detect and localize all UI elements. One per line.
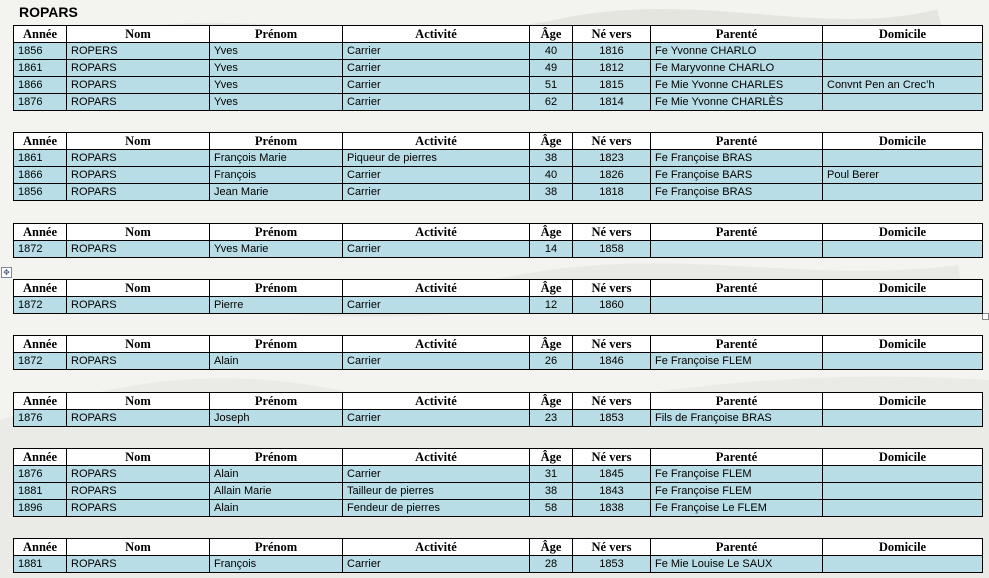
column-header-age: Âge — [530, 133, 573, 150]
cell-kinship: Fe Françoise BRAS — [651, 150, 823, 167]
cell-residence — [823, 150, 983, 167]
cell-residence — [823, 410, 983, 427]
cell-firstname: Yves — [210, 77, 343, 94]
column-header-born: Né vers — [573, 224, 651, 241]
cell-activity: Carrier — [343, 184, 530, 201]
cell-firstname: Yves — [210, 43, 343, 60]
cell-residence — [823, 43, 983, 60]
cell-surname: ROPARS — [67, 410, 210, 427]
cell-kinship: Fe Françoise FLEM — [651, 466, 823, 483]
cell-residence — [823, 556, 983, 573]
column-header-firstname: Prénom — [210, 336, 343, 353]
column-header-year: Année — [14, 280, 67, 297]
move-handle-icon[interactable]: ✥ — [1, 267, 12, 278]
census-table — [13, 132, 983, 201]
cell-born: 1826 — [573, 167, 651, 184]
column-header-born: Né vers — [573, 280, 651, 297]
cell-year: 1856 — [14, 43, 67, 60]
column-header-kinship: Parenté — [651, 280, 823, 297]
census-table — [13, 25, 983, 111]
cell-firstname: Joseph — [210, 410, 343, 427]
cell-surname: ROPARS — [67, 500, 210, 517]
cell-activity: Carrier — [343, 60, 530, 77]
column-header-kinship: Parenté — [651, 539, 823, 556]
cell-surname: ROPARS — [67, 297, 210, 314]
cell-residence — [823, 353, 983, 370]
cell-age: 49 — [530, 60, 573, 77]
cell-year: 1876 — [14, 466, 67, 483]
cell-surname: ROPARS — [67, 184, 210, 201]
column-header-firstname: Prénom — [210, 393, 343, 410]
column-header-kinship: Parenté — [651, 393, 823, 410]
cell-year: 1881 — [14, 483, 67, 500]
cell-residence — [823, 60, 983, 77]
cell-born: 1853 — [573, 556, 651, 573]
table-row — [14, 466, 983, 483]
cell-kinship: Fe Françoise FLEM — [651, 483, 823, 500]
cell-born: 1818 — [573, 184, 651, 201]
column-header-age: Âge — [530, 393, 573, 410]
cell-age: 23 — [530, 410, 573, 427]
column-header-surname: Nom — [67, 336, 210, 353]
cell-activity: Carrier — [343, 241, 530, 258]
census-table — [13, 392, 983, 427]
cell-born: 1858 — [573, 241, 651, 258]
column-header-age: Âge — [530, 449, 573, 466]
cell-kinship — [651, 297, 823, 314]
cell-year: 1856 — [14, 184, 67, 201]
cell-age: 38 — [530, 483, 573, 500]
page-title: ROPARS — [19, 4, 78, 20]
column-header-activity: Activité — [343, 336, 530, 353]
table-row — [14, 184, 983, 201]
column-header-firstname: Prénom — [210, 133, 343, 150]
column-header-year: Année — [14, 393, 67, 410]
column-header-year: Année — [14, 539, 67, 556]
column-header-residence: Domicile — [823, 539, 983, 556]
cell-surname: ROPARS — [67, 556, 210, 573]
cell-residence — [823, 297, 983, 314]
table-row — [14, 60, 983, 77]
cell-activity: Carrier — [343, 43, 530, 60]
cell-year: 1861 — [14, 150, 67, 167]
cell-surname: ROPARS — [67, 483, 210, 500]
cell-firstname: Yves — [210, 60, 343, 77]
cell-year: 1876 — [14, 410, 67, 427]
cell-kinship — [651, 241, 823, 258]
cell-born: 1816 — [573, 43, 651, 60]
table-row — [14, 77, 983, 94]
table-header-row — [14, 26, 983, 43]
cell-surname: ROPARS — [67, 167, 210, 184]
column-header-age: Âge — [530, 539, 573, 556]
cell-age: 28 — [530, 556, 573, 573]
column-header-age: Âge — [530, 280, 573, 297]
cell-age: 40 — [530, 43, 573, 60]
cell-activity: Carrier — [343, 556, 530, 573]
resize-handle-icon[interactable] — [982, 313, 989, 320]
cell-age: 58 — [530, 500, 573, 517]
cell-born: 1815 — [573, 77, 651, 94]
table-row — [14, 500, 983, 517]
table-row — [14, 241, 983, 258]
cell-age: 12 — [530, 297, 573, 314]
column-header-kinship: Parenté — [651, 449, 823, 466]
census-table — [13, 279, 983, 314]
cell-born: 1846 — [573, 353, 651, 370]
cell-born: 1843 — [573, 483, 651, 500]
cell-activity: Carrier — [343, 77, 530, 94]
cell-firstname: Yves Marie — [210, 241, 343, 258]
cell-activity: Piqueur de pierres — [343, 150, 530, 167]
cell-kinship: Fils de Françoise BRAS — [651, 410, 823, 427]
cell-firstname: François Marie — [210, 150, 343, 167]
cell-residence: Convnt Pen an Crec’h — [823, 77, 983, 94]
cell-born: 1853 — [573, 410, 651, 427]
column-header-year: Année — [14, 336, 67, 353]
cell-year: 1872 — [14, 353, 67, 370]
column-header-age: Âge — [530, 26, 573, 43]
table-header-row — [14, 539, 983, 556]
column-header-kinship: Parenté — [651, 224, 823, 241]
cell-year: 1881 — [14, 556, 67, 573]
cell-firstname: Alain — [210, 466, 343, 483]
column-header-kinship: Parenté — [651, 336, 823, 353]
column-header-firstname: Prénom — [210, 539, 343, 556]
column-header-residence: Domicile — [823, 133, 983, 150]
table-row — [14, 556, 983, 573]
table-header-row — [14, 133, 983, 150]
cell-activity: Carrier — [343, 353, 530, 370]
column-header-activity: Activité — [343, 224, 530, 241]
column-header-year: Année — [14, 26, 67, 43]
census-table — [13, 538, 983, 573]
table-row — [14, 483, 983, 500]
table-header-row — [14, 393, 983, 410]
table-header-row — [14, 449, 983, 466]
cell-born: 1845 — [573, 466, 651, 483]
table-row — [14, 353, 983, 370]
cell-kinship: Fe Maryvonne CHARLO — [651, 60, 823, 77]
cell-activity: Carrier — [343, 167, 530, 184]
cell-residence — [823, 94, 983, 111]
cell-firstname: Jean Marie — [210, 184, 343, 201]
column-header-firstname: Prénom — [210, 26, 343, 43]
cell-surname: ROPARS — [67, 94, 210, 111]
cell-firstname: François — [210, 556, 343, 573]
column-header-born: Né vers — [573, 539, 651, 556]
column-header-activity: Activité — [343, 539, 530, 556]
table-row — [14, 43, 983, 60]
column-header-born: Né vers — [573, 393, 651, 410]
column-header-activity: Activité — [343, 449, 530, 466]
cell-kinship: Fe Mie Yvonne CHARLÈS — [651, 94, 823, 111]
cell-firstname: Alain — [210, 353, 343, 370]
cell-firstname: François — [210, 167, 343, 184]
column-header-year: Année — [14, 133, 67, 150]
column-header-surname: Nom — [67, 539, 210, 556]
cell-age: 38 — [530, 150, 573, 167]
table-row — [14, 297, 983, 314]
cell-year: 1876 — [14, 94, 67, 111]
cell-surname: ROPERS — [67, 43, 210, 60]
cell-year: 1872 — [14, 241, 67, 258]
cell-kinship: Fe Yvonne CHARLO — [651, 43, 823, 60]
cell-activity: Carrier — [343, 94, 530, 111]
cell-year: 1896 — [14, 500, 67, 517]
column-header-firstname: Prénom — [210, 449, 343, 466]
column-header-surname: Nom — [67, 224, 210, 241]
column-header-surname: Nom — [67, 133, 210, 150]
cell-residence — [823, 466, 983, 483]
column-header-firstname: Prénom — [210, 280, 343, 297]
column-header-activity: Activité — [343, 26, 530, 43]
cell-residence — [823, 241, 983, 258]
column-header-age: Âge — [530, 224, 573, 241]
column-header-activity: Activité — [343, 280, 530, 297]
column-header-year: Année — [14, 224, 67, 241]
cell-kinship: Fe Françoise Le FLEM — [651, 500, 823, 517]
table-header-row — [14, 224, 983, 241]
cell-surname: ROPARS — [67, 353, 210, 370]
cell-firstname: Yves — [210, 94, 343, 111]
cell-firstname: Alain — [210, 500, 343, 517]
census-table — [13, 223, 983, 258]
cell-surname: ROPARS — [67, 241, 210, 258]
column-header-firstname: Prénom — [210, 224, 343, 241]
census-table — [13, 448, 983, 517]
cell-residence — [823, 500, 983, 517]
cell-age: 31 — [530, 466, 573, 483]
cell-year: 1872 — [14, 297, 67, 314]
cell-kinship: Fe Mie Yvonne CHARLES — [651, 77, 823, 94]
cell-age: 38 — [530, 184, 573, 201]
cell-year: 1866 — [14, 167, 67, 184]
column-header-residence: Domicile — [823, 26, 983, 43]
cell-kinship: Fe Françoise FLEM — [651, 353, 823, 370]
column-header-age: Âge — [530, 336, 573, 353]
table-header-row — [14, 280, 983, 297]
column-header-residence: Domicile — [823, 224, 983, 241]
cell-surname: ROPARS — [67, 466, 210, 483]
cell-residence — [823, 483, 983, 500]
cell-activity: Tailleur de pierres — [343, 483, 530, 500]
column-header-surname: Nom — [67, 449, 210, 466]
cell-activity: Carrier — [343, 410, 530, 427]
cell-born: 1812 — [573, 60, 651, 77]
cell-surname: ROPARS — [67, 77, 210, 94]
column-header-born: Né vers — [573, 26, 651, 43]
column-header-residence: Domicile — [823, 280, 983, 297]
column-header-residence: Domicile — [823, 393, 983, 410]
table-row — [14, 150, 983, 167]
column-header-surname: Nom — [67, 393, 210, 410]
cell-age: 51 — [530, 77, 573, 94]
column-header-residence: Domicile — [823, 449, 983, 466]
cell-activity: Carrier — [343, 297, 530, 314]
census-table — [13, 335, 983, 370]
cell-born: 1814 — [573, 94, 651, 111]
table-header-row — [14, 336, 983, 353]
cell-firstname: Pierre — [210, 297, 343, 314]
column-header-kinship: Parenté — [651, 26, 823, 43]
table-row — [14, 94, 983, 111]
column-header-year: Année — [14, 449, 67, 466]
column-header-activity: Activité — [343, 133, 530, 150]
cell-age: 14 — [530, 241, 573, 258]
cell-age: 62 — [530, 94, 573, 111]
cell-surname: ROPARS — [67, 150, 210, 167]
cell-activity: Fendeur de pierres — [343, 500, 530, 517]
column-header-surname: Nom — [67, 280, 210, 297]
cell-kinship: Fe Françoise BARS — [651, 167, 823, 184]
cell-surname: ROPARS — [67, 60, 210, 77]
table-row — [14, 410, 983, 427]
cell-residence — [823, 184, 983, 201]
cell-born: 1860 — [573, 297, 651, 314]
column-header-born: Né vers — [573, 133, 651, 150]
cell-year: 1861 — [14, 60, 67, 77]
cell-age: 26 — [530, 353, 573, 370]
column-header-born: Né vers — [573, 336, 651, 353]
cell-year: 1866 — [14, 77, 67, 94]
column-header-born: Né vers — [573, 449, 651, 466]
column-header-activity: Activité — [343, 393, 530, 410]
cell-activity: Carrier — [343, 466, 530, 483]
column-header-kinship: Parenté — [651, 133, 823, 150]
column-header-residence: Domicile — [823, 336, 983, 353]
cell-firstname: Allain Marie — [210, 483, 343, 500]
table-row — [14, 167, 983, 184]
cell-age: 40 — [530, 167, 573, 184]
cell-residence: Poul Berer — [823, 167, 983, 184]
cell-born: 1838 — [573, 500, 651, 517]
cell-kinship: Fe Françoise BRAS — [651, 184, 823, 201]
column-header-surname: Nom — [67, 26, 210, 43]
cell-born: 1823 — [573, 150, 651, 167]
cell-kinship: Fe Mie Louise Le SAUX — [651, 556, 823, 573]
